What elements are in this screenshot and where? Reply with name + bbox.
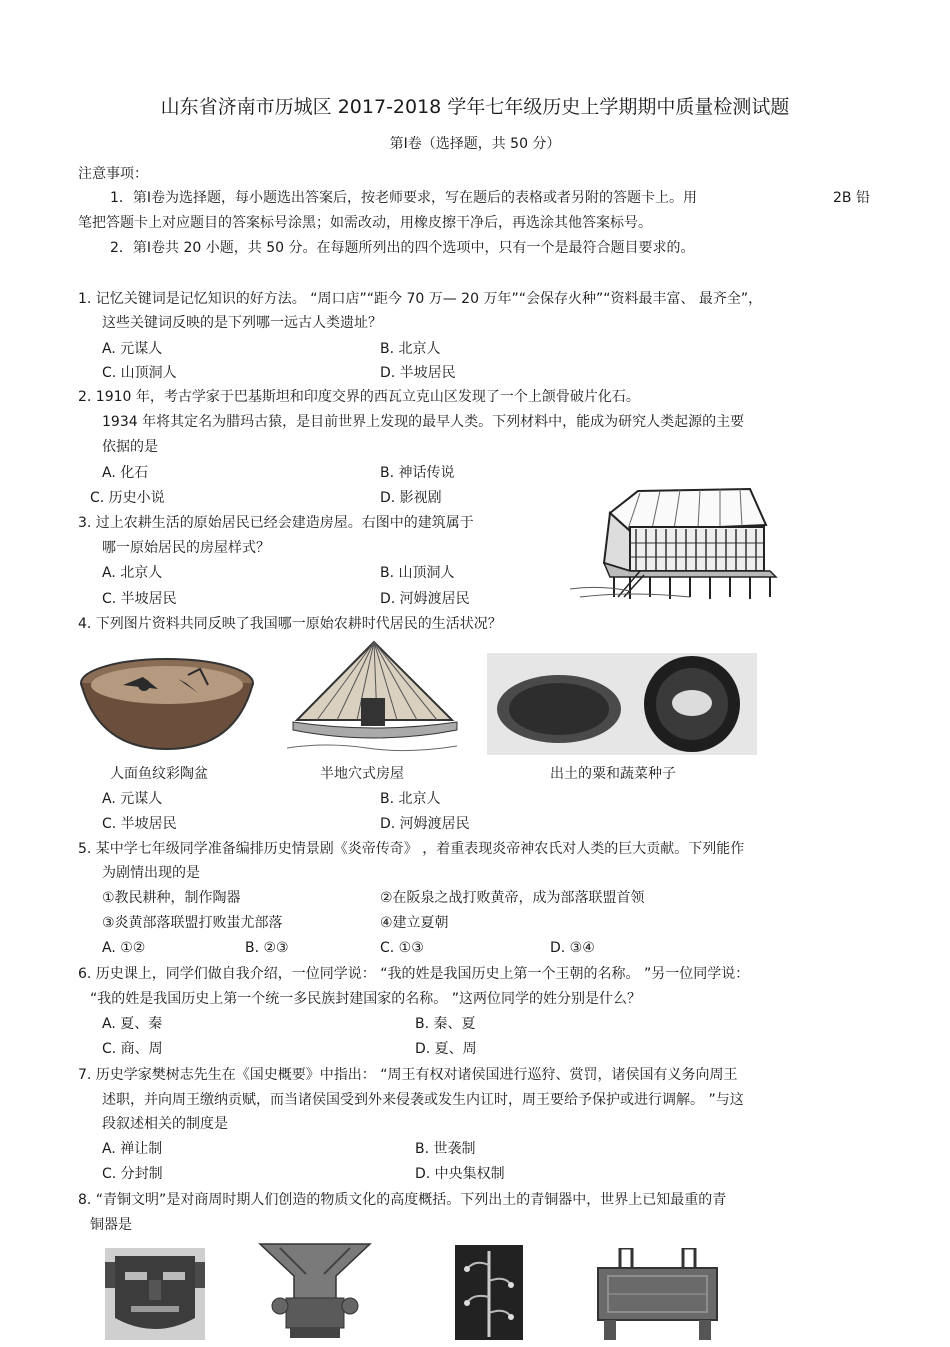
- question-3: 3. 过上农耕生活的原始居民已经会建造房屋。右图中的建筑属于: [78, 515, 474, 531]
- q7-option-c: C. 分封制: [102, 1166, 163, 1182]
- q4-option-a: A. 元谋人: [102, 791, 163, 807]
- question-5-cont: 为剧情出现的是: [102, 865, 200, 881]
- q5-statement-1: ①教民耕种，制作陶器: [102, 890, 241, 906]
- question-8-cont: 铜器是: [90, 1217, 132, 1233]
- q7-option-b: B. 世袭制: [415, 1141, 476, 1157]
- question-3-cont: 哪一原始居民的房屋样式？: [102, 540, 270, 556]
- q2-option-b: B. 神话传说: [380, 465, 455, 481]
- q5-option-a: A. ①②: [102, 940, 146, 956]
- question-8: 8. “青铜文明”是对商周时期人们创造的物质文化的高度概括。下列出土的青铜器中，世界上已知最重的青: [78, 1192, 727, 1208]
- question-1: 1. 记忆关键词是记忆知识的好方法。 “周口店”“距今 70 万— 20 万年”“会保存火种”“资料最丰富、 最齐全”，: [78, 291, 763, 307]
- q2-option-c: C. 历史小说: [90, 490, 165, 506]
- q1-option-d: D. 半坡居民: [380, 365, 456, 381]
- millet-seeds-image: [487, 653, 757, 755]
- notice-item1-cont: 笔把答题卡上对应题目的答案标号涂黑；如需改动，用橡皮擦干净后，再选涂其他答案标号。: [78, 215, 652, 231]
- q2-option-a: A. 化石: [102, 465, 149, 481]
- bronze-ding-image: [590, 1248, 725, 1340]
- notice-item2: 2．第Ⅰ卷共 20 小题，共 50 分。在每题所列出的四个选项中，只有一个是最符合题目要求的。: [110, 240, 695, 256]
- q6-option-b: B. 秦、夏: [415, 1016, 476, 1032]
- q4-option-c: C. 半坡居民: [102, 816, 177, 832]
- question-2-cont: 1934 年将其定名为腊玛古猿，是目前世界上发现的最早人类。下列材料中，能成为研究人类起源的主要: [102, 414, 745, 430]
- painted-pottery-basin-image: [78, 655, 256, 753]
- q2-option-d: D. 影视剧: [380, 490, 442, 506]
- q4-option-b: B. 北京人: [380, 791, 441, 807]
- question-2-cont2: 依据的是: [102, 439, 158, 455]
- q7-option-d: D. 中央集权制: [415, 1166, 505, 1182]
- q6-option-a: A. 夏、秦: [102, 1016, 163, 1032]
- q3-option-d: D. 河姆渡居民: [380, 591, 470, 607]
- page-title: 山东省济南市历城区 2017-2018 学年七年级历史上学期期中质量检测试题: [160, 96, 790, 118]
- question-4: 4. 下列图片资料共同反映了我国哪一原始农耕时代居民的生活状况？: [78, 616, 502, 632]
- notice-item1: 1．第Ⅰ卷为选择题，每小题选出答案后，按老师要求，写在题后的表格或者另附的答题卡上。用: [110, 190, 698, 206]
- q3-option-a: A. 北京人: [102, 565, 163, 581]
- section-title: 第Ⅰ卷（选择题，共 50 分）: [389, 136, 561, 152]
- question-7: 7. 历史学家樊树志先生在《国史概要》中指出： “周王有权对诸侯国进行巡狩、赏罚，诸侯国有义务向周王: [78, 1067, 738, 1083]
- question-7-cont2: 段叙述相关的制度是: [102, 1116, 228, 1132]
- q5-option-b: B. ②③: [245, 940, 289, 956]
- bronze-mask-image: [105, 1248, 205, 1340]
- q6-option-d: D. 夏、周: [415, 1041, 477, 1057]
- question-6-cont: “我的姓是我国历史上第一个统一多民族封建国家的名称。 ”这两位同学的姓分别是什么？: [90, 991, 641, 1007]
- question-6: 6. 历史课上，同学们做自我介绍，一位同学说： “我的姓是我国历史上第一个王朝的名称。 ”另一位同学说：: [78, 966, 750, 982]
- q6-option-c: C. 商、周: [102, 1041, 163, 1057]
- q1-option-b: B. 北京人: [380, 341, 441, 357]
- q1-option-c: C. 山顶洞人: [102, 365, 177, 381]
- q5-statement-4: ④建立夏朝: [380, 915, 449, 931]
- question-7-cont: 述职，并向周王缴纳贡赋，而当诸侯国受到外来侵袭或发生内讧时，周王要给予保护或进行调解。 ”与这: [102, 1092, 744, 1108]
- q4-caption-pottery: 人面鱼纹彩陶盆: [110, 766, 208, 782]
- semi-subterranean-house-image: [287, 638, 462, 756]
- q4-option-d: D. 河姆渡居民: [380, 816, 470, 832]
- q5-option-d: D. ③④: [550, 940, 595, 956]
- notice-item1-pencil: 2B 铅: [833, 190, 870, 206]
- question-1-cont: 这些关键词反映的是下列哪一远古人类遗址？: [102, 315, 382, 331]
- q5-option-c: C. ①③: [380, 940, 424, 956]
- q4-caption-house: 半地穴式房屋: [320, 766, 404, 782]
- q7-option-a: A. 禅让制: [102, 1141, 163, 1157]
- question-5: 5. 某中学七年级同学准备编排历史情景剧《炎帝传奇》 ，着重表现炎帝神农氏对人类的巨大贡献。下列能作: [78, 841, 745, 857]
- notice-heading: 注意事项：: [78, 166, 148, 182]
- q3-option-b: B. 山顶洞人: [380, 565, 455, 581]
- bronze-tree-image: [455, 1245, 523, 1340]
- q5-statement-2: ②在阪泉之战打败黄帝，成为部落联盟首领: [380, 890, 645, 906]
- stilt-house-image: [570, 485, 780, 603]
- q1-option-a: A. 元谋人: [102, 341, 163, 357]
- question-2: 2. 1910 年，考古学家于巴基斯坦和印度交界的西瓦立克山区发现了一个上颌骨破片化石。: [78, 389, 640, 405]
- q5-statement-3: ③炎黄部落联盟打败蚩尤部落: [102, 915, 283, 931]
- q4-caption-seeds: 出土的粟和蔬菜种子: [550, 766, 676, 782]
- bronze-zun-image: [250, 1240, 380, 1340]
- q3-option-c: C. 半坡居民: [102, 591, 177, 607]
